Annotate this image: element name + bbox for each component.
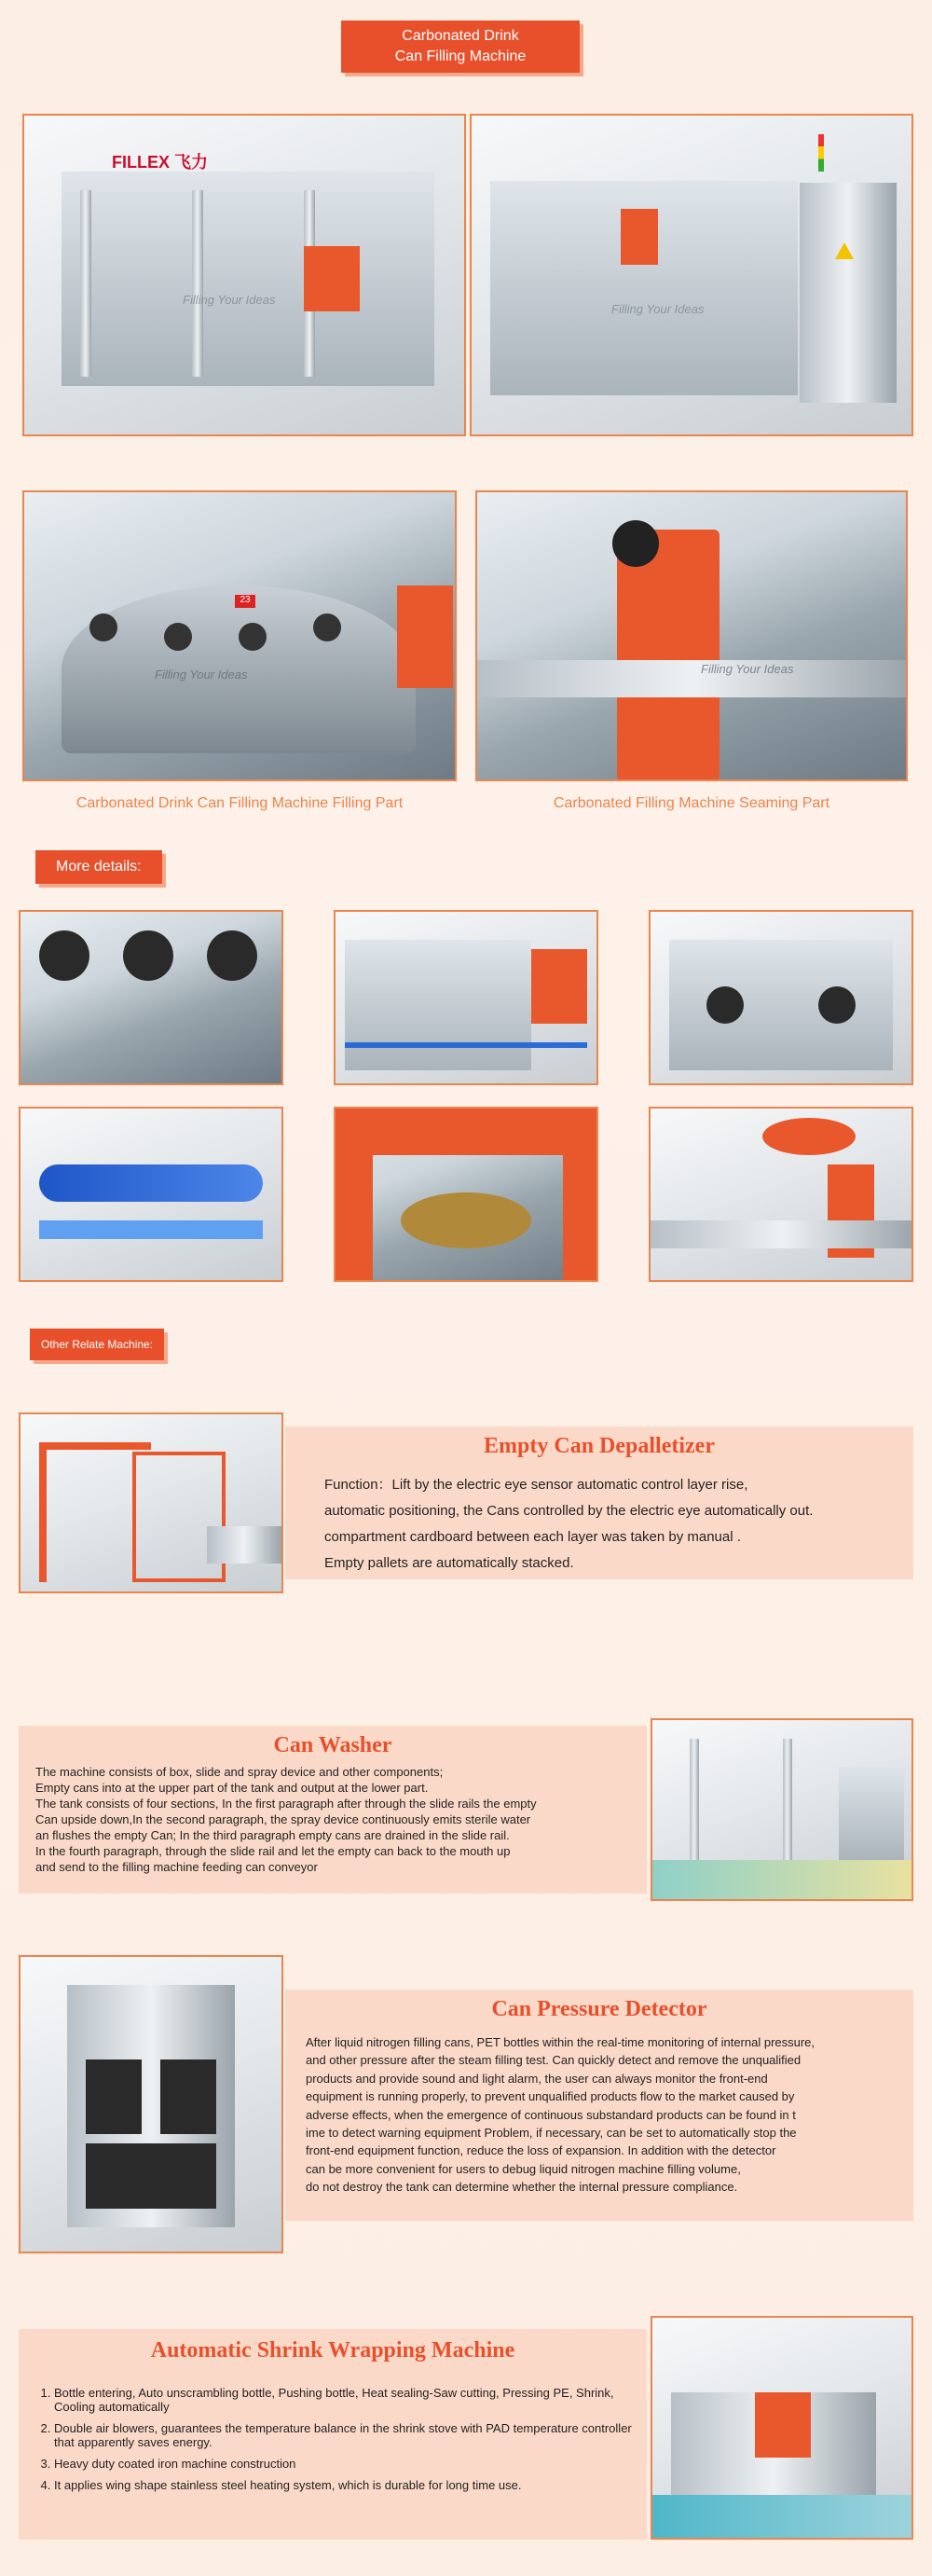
detail-photo-4	[19, 1107, 283, 1282]
watermark-text: Filling Your Ideas	[611, 302, 705, 316]
filling-part-caption: Carbonated Drink Can Filling Machine Filling Part	[75, 795, 404, 811]
shrink-feature-item: 2. Double air blowers, guarantees the temperature balance in the shrink stove with PAD temperature controller that apparently saves energy.	[54, 2421, 647, 2449]
depalletizer-title: Empty Can Depalletizer	[484, 1434, 715, 1458]
filling-part-photo	[22, 490, 457, 781]
shrink-wrapping-title: Automatic Shrink Wrapping Machine	[150, 2338, 515, 2362]
washer-line: Empty cans into at the upper part of the tank and output at the lower part.	[35, 1781, 429, 1795]
pressure-detector-title: Can Pressure Detector	[491, 1997, 707, 2021]
detail-photo-1	[19, 910, 283, 1085]
detail-photo-6	[649, 1107, 913, 1282]
washer-line: Can upside down,In the second paragraph, the spray device continuously emits sterile water	[35, 1812, 531, 1826]
fillex-logo: FILLEX 飞力	[112, 153, 208, 172]
detail-photo-5	[334, 1107, 598, 1282]
shrink-feature-item: 1. Bottle entering, Auto unscrambling bottle, Pushing bottle, Heat sealing-Saw cutting, Pressing PE, Shrink, Cooling automatically	[54, 2386, 647, 2414]
washer-panel	[19, 1726, 647, 1894]
shrink-feature-item: 4. It applies wing shape stainless steel heating system, which is durable for long time use.	[54, 2478, 647, 2492]
washer-line: In the fourth paragraph, through the slide rail and let the empty can back to the mouth up	[35, 1844, 511, 1858]
warning-sign-icon	[835, 242, 854, 259]
detector-line: adverse effects, when the emergence of continuous substandard products can be found in t	[306, 2107, 796, 2122]
detector-line: ime to detect warning equipment Problem, if necessary, can be set to automatically stop the	[306, 2126, 797, 2141]
page-title-line2: Can Filling Machine	[394, 48, 527, 64]
shrink-feature-item: 3. Heavy duty coated iron machine construction	[54, 2457, 647, 2471]
detector-line: do not destroy the tank can determine whether the internal pressure compliance.	[306, 2180, 738, 2195]
signal-tower-icon	[818, 134, 824, 172]
depalletizer-panel	[285, 1426, 913, 1579]
detail-photo-3	[649, 910, 913, 1085]
pressure-detector-photo	[19, 1955, 283, 2253]
detector-line: After liquid nitrogen filling cans, PET bottles within the real-time monitoring of internal pressure,	[306, 2035, 816, 2049]
other-machines-badge: Other Relate Machine:	[30, 1329, 164, 1360]
washer-line: an flushes the empty Can; In the third paragraph empty cans are drained in the slide rail.	[35, 1828, 510, 1842]
machine-overview-photo-right	[470, 114, 913, 436]
more-details-badge: More details:	[35, 850, 162, 884]
depalletizer-line: automatic positioning, the Cans controlled by the electric eye automatically out.	[324, 1503, 814, 1519]
detector-line: products and provide sound and light alarm, the user can always monitor the front-end	[306, 2071, 768, 2086]
seaming-part-photo	[475, 490, 908, 781]
washer-line: The machine consists of box, slide and spray device and other components;	[35, 1765, 444, 1779]
washer-title: Can Washer	[273, 1733, 392, 1757]
detector-line: and other pressure after the steam filling test. Can quickly detect and remove the unqualified	[306, 2053, 802, 2068]
washer-line: and send to the filling machine feeding can conveyor	[35, 1860, 318, 1874]
depalletizer-line: Function：Lift by the electric eye sensor automatic control layer rise,	[324, 1477, 748, 1493]
shrink-wrapping-photo	[651, 2316, 913, 2540]
filling-head-number: 23	[235, 595, 255, 608]
watermark-text: Filling Your Ideas	[701, 662, 794, 676]
page-title-line1: Carbonated Drink	[402, 28, 519, 44]
detector-line: equipment is running properly, to prevent unqualified products flow to the market caused by	[306, 2089, 795, 2104]
washer-photo	[651, 1718, 913, 1901]
pressure-detector-panel	[285, 1990, 913, 2221]
shrink-wrapping-panel	[19, 2329, 647, 2540]
detector-line: can be more convenient for users to debug liquid nitrogen machine filling volume,	[306, 2161, 741, 2176]
page-title-badge	[341, 21, 580, 73]
seaming-part-caption: Carbonated Filling Machine Seaming Part	[553, 795, 830, 811]
machine-overview-photo-left	[22, 114, 466, 436]
detector-line: front-end equipment function, reduce the loss of expansion. In addition with the detector	[306, 2143, 776, 2158]
detail-photo-2	[334, 910, 598, 1085]
depalletizer-line: compartment cardboard between each layer was taken by manual .	[324, 1529, 741, 1545]
depalletizer-line: Empty pallets are automatically stacked.	[324, 1555, 574, 1571]
washer-line: The tank consists of four sections, In the first paragraph after through the slide rails the empty	[35, 1797, 537, 1811]
watermark-text: Filling Your Ideas	[155, 668, 248, 682]
watermark-text: Filling Your Ideas	[183, 293, 276, 307]
depalletizer-photo	[19, 1412, 283, 1593]
